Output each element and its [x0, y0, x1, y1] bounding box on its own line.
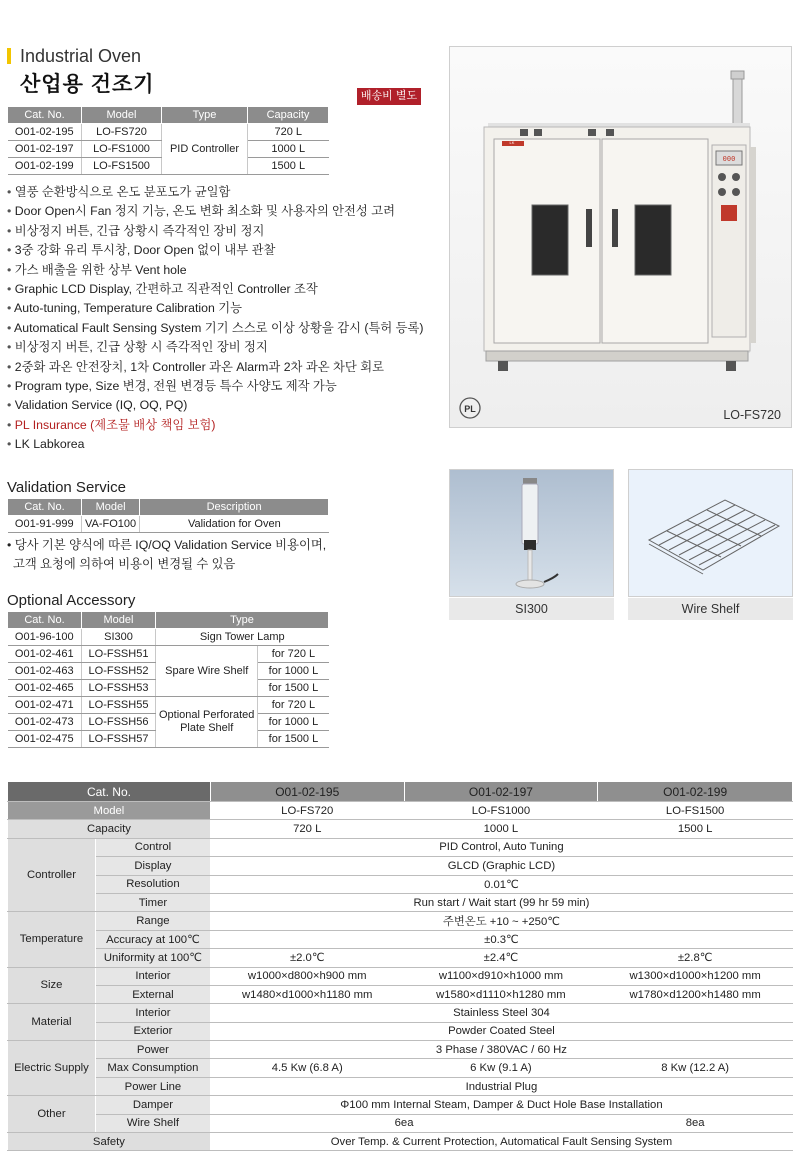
table-row: [8, 516, 329, 533]
model: LO-FSSH55: [82, 697, 156, 714]
cat-no: O01-02-473: [8, 714, 82, 731]
capacity-for: for 1000 L: [258, 714, 329, 731]
group-size: Size: [8, 967, 96, 1004]
spec-value: Φ100 mm Internal Steam, Damper & Duct Hole Base Installation: [210, 1096, 792, 1114]
spec-label: Interior: [95, 967, 210, 985]
spec-value: 0.01℃: [210, 875, 792, 893]
lamp-photo: [449, 469, 614, 597]
th-cat: Cat. No.: [8, 107, 82, 124]
spec-value: ±2.4℃: [404, 949, 598, 967]
perf-line1: Optional Perforated: [159, 709, 255, 721]
spec-value: 3 Phase / 380VAC / 60 Hz: [210, 1041, 792, 1059]
cat-no: O01-02-463: [8, 663, 82, 680]
th-type: Type: [162, 107, 248, 124]
shelf-photo: [628, 469, 793, 597]
type: Sign Tower Lamp: [156, 629, 329, 646]
shelf-caption: Wire Shelf: [628, 598, 793, 620]
spec-value: GLCD (Graphic LCD): [210, 857, 792, 875]
model: SI300: [82, 629, 156, 646]
feature-item: • 2중화 과온 안전장치, 1차 Controller 과온 Alarm과 2차 과온 차단 회로: [7, 358, 423, 377]
spec-cat: O01-02-197: [404, 782, 598, 802]
model: LO-FSSH51: [82, 646, 156, 663]
validation-title: Validation Service: [7, 479, 126, 496]
table-row: [8, 697, 329, 714]
oven-illustration: [450, 47, 791, 427]
spec-label: Accuracy at 100℃: [95, 930, 210, 948]
spec-value: ±2.8℃: [598, 949, 793, 967]
title-accent-bar: [7, 48, 11, 64]
spec-capacity-label: Capacity: [8, 820, 211, 838]
note-text: 당사 기본 양식에 따른 IQ/OQ Validation Service 비용이며,: [14, 538, 327, 552]
spec-table: [7, 781, 793, 1151]
cat-no: O01-02-195: [8, 124, 82, 141]
type-merged: Spare Wire Shelf: [156, 646, 258, 697]
capacity-for: for 720 L: [258, 697, 329, 714]
spec-value: 6 Kw (9.1 A): [404, 1059, 598, 1077]
type-cell: PID Controller: [162, 124, 248, 175]
spec-value: ±0.3℃: [210, 930, 792, 948]
th-model: Model: [82, 612, 156, 629]
wire-shelf-illustration: [629, 470, 792, 596]
cat-no: O01-02-475: [8, 731, 82, 748]
type-merged: [156, 697, 258, 748]
spec-label: External: [95, 985, 210, 1003]
product-model-label: LO-FS720: [723, 408, 781, 422]
page-title-ko: 산업용 건조기: [20, 73, 155, 96]
spec-model: LO-FS720: [210, 802, 404, 820]
feature-item: • 3중 강화 유리 투시창, Door Open 없이 내부 관찰: [7, 241, 423, 260]
spec-cat-label: Cat. No.: [8, 782, 211, 802]
spec-value: 8 Kw (12.2 A): [598, 1059, 793, 1077]
feature-item: • 가스 배출을 위한 상부 Vent hole: [7, 261, 423, 280]
cat-no: O01-02-199: [8, 158, 82, 175]
note-line: • 당사 기본 양식에 따른 IQ/OQ Validation Service 비용이며,: [7, 538, 327, 552]
spec-label: Control: [95, 838, 210, 856]
spec-label: Range: [95, 912, 210, 930]
th-type: Type: [156, 612, 329, 629]
spec-capacity: 1000 L: [404, 820, 598, 838]
shipping-badge: 배송비 별도: [357, 88, 421, 105]
sign-tower-lamp-illustration: [450, 470, 613, 596]
product-photo: [449, 46, 792, 428]
spec-value: w1000×d800×h900 mm: [210, 967, 404, 985]
spec-model: LO-FS1000: [404, 802, 598, 820]
page-title-en: Industrial Oven: [20, 46, 142, 66]
table-row: [8, 646, 329, 663]
spec-value: 6ea: [210, 1114, 597, 1132]
brand-sticker: LK: [509, 140, 515, 145]
group-material: Material: [8, 1004, 96, 1041]
spec-value: ±2.0℃: [210, 949, 404, 967]
th-cat: Cat. No.: [8, 499, 82, 516]
feature-item: • Program type, Size 변경, 전원 변경등 특수 사양도 제작 가능: [7, 377, 423, 396]
feature-item-pl: • PL Insurance (제조물 배상 책임 보험): [7, 416, 423, 435]
cat-no: O01-02-197: [8, 141, 82, 158]
spec-value: Over Temp. & Current Protection, Automatical Fault Sensing System: [210, 1133, 792, 1151]
model: LO-FS1500: [82, 158, 162, 175]
spec-safety-label: Safety: [8, 1133, 211, 1151]
table-row: [8, 629, 329, 646]
spec-label: Power Line: [95, 1077, 210, 1095]
lamp-caption: SI300: [449, 598, 614, 620]
note-line: 고객 요청에 의하여 비용이 변경될 수 있음: [13, 557, 236, 571]
spec-label: Damper: [95, 1096, 210, 1114]
validation-note: [7, 536, 326, 574]
feature-list: [7, 183, 423, 455]
spec-label: Max Consumption: [95, 1059, 210, 1077]
spec-label: Timer: [95, 893, 210, 911]
th-model: Model: [82, 107, 162, 124]
spec-value: 8ea: [598, 1114, 793, 1132]
perf-line2: Plate Shelf: [180, 722, 234, 734]
th-model: Model: [82, 499, 140, 516]
th-capacity: Capacity: [248, 107, 329, 124]
feature-item: • Auto-tuning, Temperature Calibration 기능: [7, 299, 423, 318]
accessory-table: [7, 611, 329, 748]
product-table: [7, 106, 329, 175]
th-desc: Description: [140, 499, 329, 516]
spec-value: Industrial Plug: [210, 1077, 792, 1095]
spec-label: Uniformity at 100℃: [95, 949, 210, 967]
capacity-for: for 1500 L: [258, 731, 329, 748]
model: LO-FSSH53: [82, 680, 156, 697]
feature-item: • LK Labkorea: [7, 435, 423, 454]
cat-no: O01-91-999: [8, 516, 82, 533]
capacity-for: for 1000 L: [258, 663, 329, 680]
spec-value: w1100×d910×h1000 mm: [404, 967, 598, 985]
spec-value: Powder Coated Steel: [210, 1022, 792, 1040]
spec-label: Wire Shelf: [95, 1114, 210, 1132]
spec-value: PID Control, Auto Tuning: [210, 838, 792, 856]
spec-cat: O01-02-195: [210, 782, 404, 802]
group-electric: Electric Supply: [8, 1041, 96, 1096]
capacity: 1000 L: [248, 141, 329, 158]
table-row: [8, 124, 329, 141]
cat-no: O01-02-461: [8, 646, 82, 663]
feature-item: • 열풍 순환방식으로 온도 분포도가 균일함: [7, 183, 423, 202]
group-other: Other: [8, 1096, 96, 1133]
feature-item: • Graphic LCD Display, 간편하고 직관적인 Controller 조작: [7, 280, 423, 299]
model: LO-FS1000: [82, 141, 162, 158]
cat-no: O01-96-100: [8, 629, 82, 646]
pl-mark: PL: [464, 404, 476, 414]
display-readout: 000: [722, 155, 736, 163]
validation-table: [7, 498, 329, 533]
description: Validation for Oven: [140, 516, 329, 533]
spec-capacity: 720 L: [210, 820, 404, 838]
capacity: 1500 L: [248, 158, 329, 175]
spec-capacity: 1500 L: [598, 820, 793, 838]
model: LO-FSSH56: [82, 714, 156, 731]
cat-no: O01-02-471: [8, 697, 82, 714]
spec-value: Stainless Steel 304: [210, 1004, 792, 1022]
spec-value: w1780×d1200×h1480 mm: [598, 985, 793, 1003]
feature-item: • Door Open시 Fan 정지 기능, 온도 변화 최소화 및 사용자의 안전성 고려: [7, 202, 423, 221]
feature-item: • 비상정지 버튼, 긴급 상황 시 즉각적인 장비 정지: [7, 338, 423, 357]
spec-label: Interior: [95, 1004, 210, 1022]
spec-cat: O01-02-199: [598, 782, 793, 802]
capacity-for: for 720 L: [258, 646, 329, 663]
spec-value: w1580×d1110×h1280 mm: [404, 985, 598, 1003]
spec-value: w1300×d1000×h1200 mm: [598, 967, 793, 985]
group-temperature: Temperature: [8, 912, 96, 967]
spec-label: Power: [95, 1041, 210, 1059]
spec-label: Display: [95, 857, 210, 875]
feature-item: • Automatical Fault Sensing System 기기 스스로 이상 상황을 감시 (특허 등록): [7, 319, 423, 338]
feature-item: • 비상정지 버튼, 긴급 상황시 즉각적인 장비 정지: [7, 222, 423, 241]
model: LO-FSSH57: [82, 731, 156, 748]
spec-value: Run start / Wait start (99 hr 59 min): [210, 893, 792, 911]
spec-label: Exterior: [95, 1022, 210, 1040]
model: LO-FSSH52: [82, 663, 156, 680]
cat-no: O01-02-465: [8, 680, 82, 697]
spec-model-label: Model: [8, 802, 211, 820]
spec-value: 4.5 Kw (6.8 A): [210, 1059, 404, 1077]
capacity-for: for 1500 L: [258, 680, 329, 697]
feature-item: • Validation Service (IQ, OQ, PQ): [7, 396, 423, 415]
spec-label: Resolution: [95, 875, 210, 893]
group-controller: Controller: [8, 838, 96, 912]
capacity: 720 L: [248, 124, 329, 141]
model: LO-FS720: [82, 124, 162, 141]
spec-model: LO-FS1500: [598, 802, 793, 820]
spec-value: 주변온도 +10 ~ +250℃: [210, 912, 792, 930]
th-cat: Cat. No.: [8, 612, 82, 629]
accessory-title: Optional Accessory: [7, 592, 136, 609]
spec-value: w1480×d1000×h1180 mm: [210, 985, 404, 1003]
model: VA-FO100: [82, 516, 140, 533]
